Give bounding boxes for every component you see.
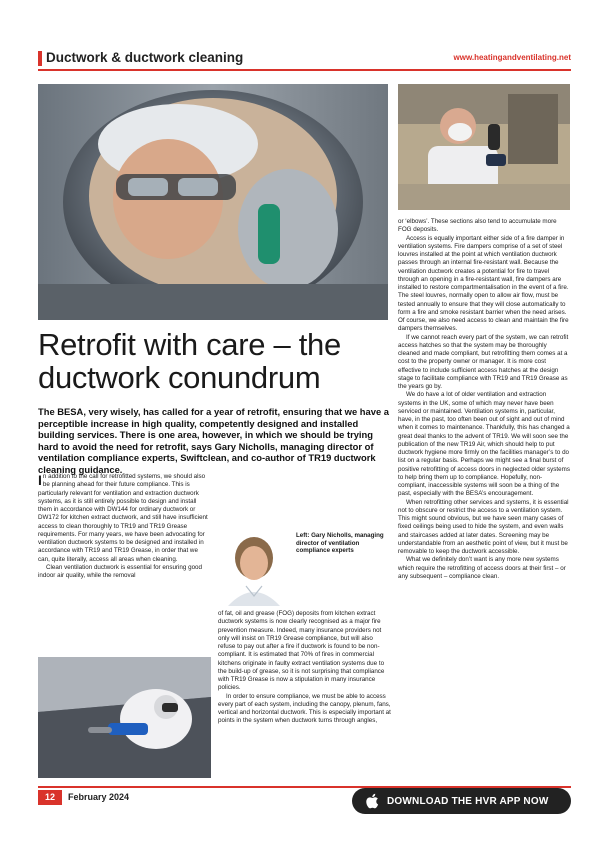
- hero-photo: [38, 84, 388, 320]
- site-url-link[interactable]: www.heatingandventilating.net: [453, 53, 571, 62]
- paragraph: Clean ventilation ductwork is essential for ensuring good indoor air quality, while the removal: [38, 563, 202, 579]
- body-column-middle: [218, 610, 391, 726]
- drop-cap: I: [38, 472, 42, 488]
- headline: Retrofit with care – the ductwork conundrum: [38, 327, 341, 395]
- paragraph: We do have a lot of older ventilation and extraction systems in the UK, some of which may never have been serviced or maintained. Ventilation systems in, particular, have, in the past, too often been out of sight and out of mind when it comes to maintenance. Thankfully, this has changed a great deal thanks to the advent of TR19. We will soon see the publication of the new TR19 Air, which should help to put ductwork hygiene more firmly on the facilities manager’s to do list on a regular basis. Perhaps we might see a final burst of positive retrofitting of access doors in neglected older systems to help bring them up to compliance. Hopefully, non-compliant, inaccessible systems will soon be a thing of the past, especially with the BESA’s encouragement.: [398, 391, 570, 498]
- photo-caption: Left: Gary Nicholls, managing director of ventilation compliance experts: [296, 532, 384, 555]
- paragraph: When retrofitting other services and systems, it is essential not to obscure or restrict the access to a ventilation system. This might sound obvious, but we have seen many cases of fixed ceilings being used to hide the system, and even walls and staircases added at later dates. Screening may be understandable from an aesthetic point of view, but it must be removable to keep the ductwork accessible.: [398, 498, 569, 555]
- download-app-button[interactable]: [352, 788, 571, 814]
- download-app-label: DOWNLOAD THE HVR APP NOW: [387, 795, 549, 807]
- duct-cleaning-photo: [38, 657, 211, 778]
- section-title: Ductwork & ductwork cleaning: [46, 50, 244, 65]
- paragraph: In order to ensure compliance, we must be able to access every part of each system, including the canopy, plenum, fans, vertical and horizontal ductwork. This is especially important at points in the system when ductwork turns through angles,: [218, 692, 391, 725]
- page-number: 12: [38, 790, 62, 805]
- body-column-left: [38, 473, 210, 580]
- page-header: [38, 50, 571, 68]
- section-marker: [38, 51, 42, 66]
- header-divider: [38, 69, 571, 71]
- paragraph: of fat, oil and grease (FOG) deposits from kitchen extract ductwork systems is now clearly recognised as a major fire prevention measure. Indeed, many insurance providers not only will insist on TR19 Grease compliance, but will also refuse to pay out after a fire if ductwork is found to be non-compliant. It is estimated that 70% of fires in commercial kitchens originate in faulty extract ventilation systems due to the build-up of grease, so it is not surprising that compliance with TR19 Grease is now a stipulation in many insurance policies.: [218, 610, 385, 692]
- paragraph: n addition to the call for retrofitted systems, we should also be planning ahead for their future compliance. This is particularly relevant for ventilation and extraction ductwork systems, as it is still entirely possible to design and install them in accordance with DW144 for ordinary ductwork or DW172 for kitchen extract ductwork, and still have insufficient access to clean thoroughly to TR19 and TR19 Grease requirements. For many years, we have been advocating for ventilation ductwork systems to be designed and installed in accordance with TR19 and TR19 Grease, in order that we can, quite literally, access all areas when cleaning.: [38, 473, 208, 563]
- paragraph: If we cannot reach every part of the system, we can retrofit access hatches so that the system may be thoroughly cleaned and made compliant, but retrofitting them comes at a cost to the property owner or manager. It is more cost effective to include sufficient access hatches at the design stage to facilitate compliance with TR19 and TR19 Grease as the years go by.: [398, 333, 569, 390]
- paragraph: or ‘elbows’. These sections also tend to accumulate more FOG deposits.: [398, 218, 557, 234]
- standfirst: The BESA, very wisely, has called for a year of retrofit, ensuring that we have a perceptible increase in high quality, competently designed and installed building services. There is one area, however, in which we should be trying hard to avoid the need for retrofit, says Gary Nicholls, managing director of ventilation compliance experts, Swiftclean, and co-author of TR19 ductwork cleaning guidance.: [38, 406, 389, 475]
- issue-date: February 2024: [68, 792, 130, 802]
- paragraph: Access is equally important either side of a fire damper in ventilation systems. Fire dampers comprise of a set of steel louvres installed at the point at which ventilation ductwork passes through an internal fire-resistant wall. Because the ventilation ductwork creates a potential for fire to travel through an opening in a fire-resistant wall, fire dampers are installed to restore compartmentalisation in the event of a fire. The steel louvres, normally open to allow air flow, must be tested annually to ensure that they will close automatically to form a fire and smoke resistant barrier when the need arises. Of course, we also need access to clean and maintain the fire dampers themselves.: [398, 234, 569, 333]
- protective-suit-photo: [398, 84, 570, 210]
- author-portrait: [218, 530, 290, 606]
- paragraph: What we definitely don’t want is any more new systems which require the retrofitting of access doors at their first – or any subsequent – compliance clean.: [398, 556, 566, 580]
- body-column-right: [398, 218, 570, 581]
- apple-icon: [364, 792, 380, 810]
